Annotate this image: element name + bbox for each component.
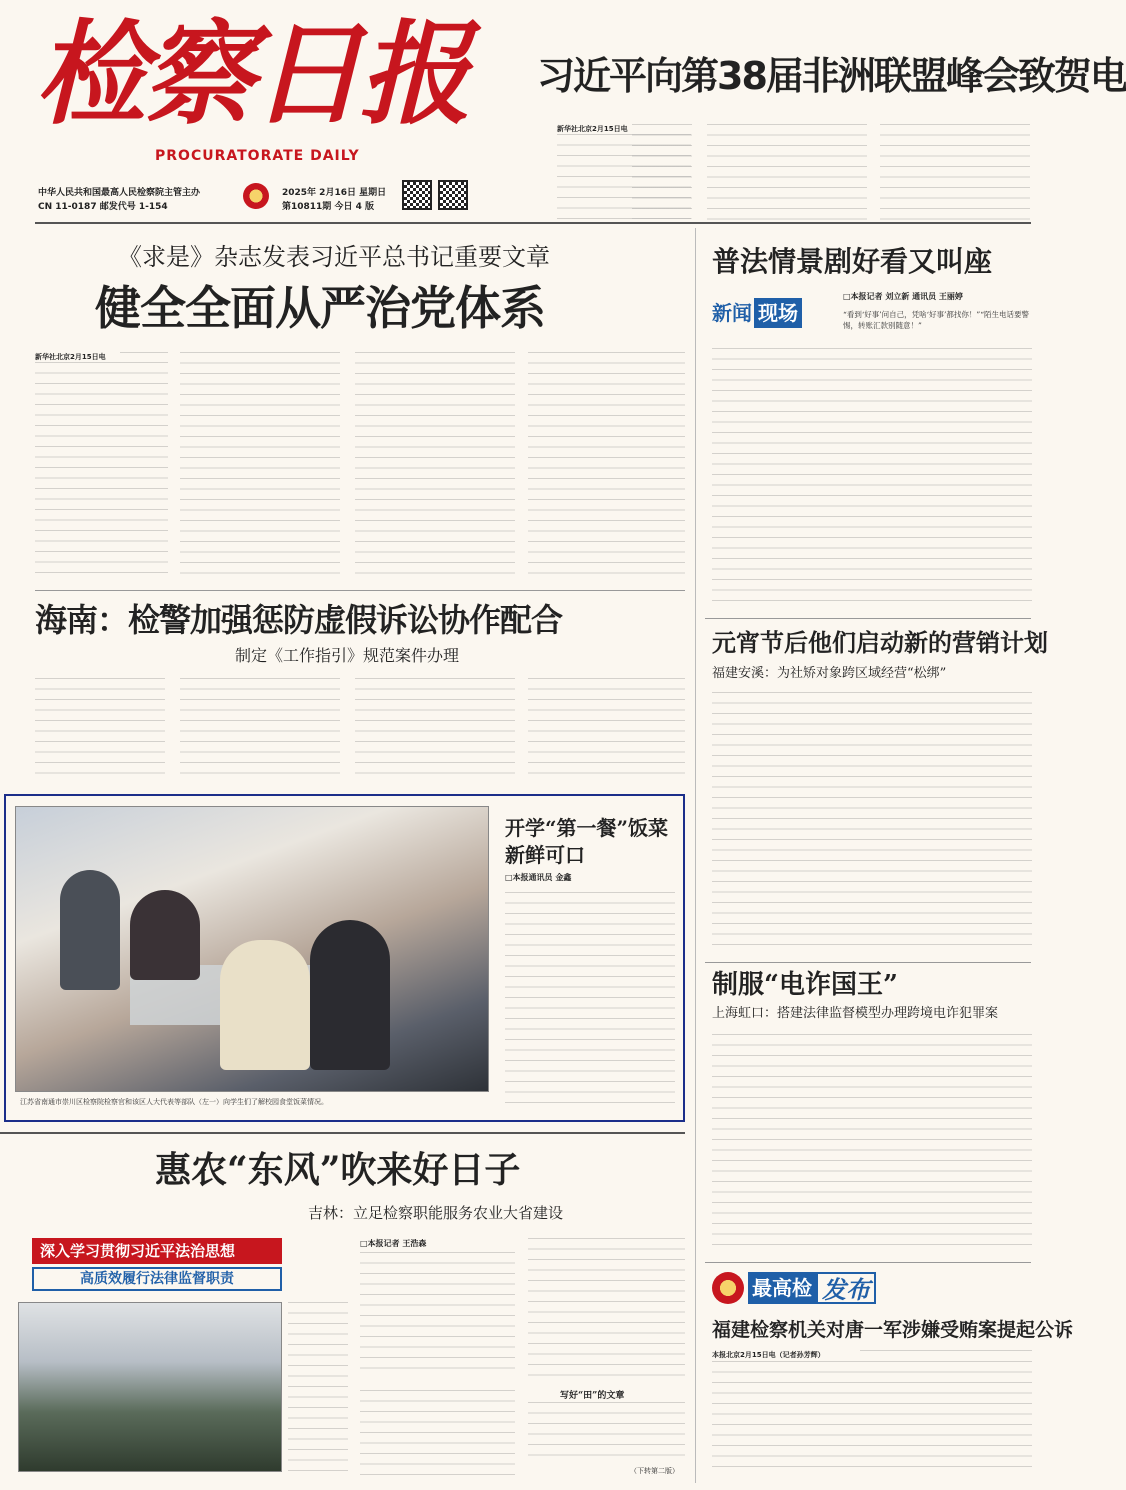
masthead-subtitle: PROCURATORATE DAILY: [155, 148, 360, 164]
right3-headline: 制服“电诈国王”: [712, 970, 898, 1000]
story3-byline: □本报通讯员 金鑫: [505, 873, 572, 882]
right1-headline: 普法情景剧好看又叫座: [712, 245, 993, 278]
story4-banner2: 高质效履行法律监督职责: [32, 1267, 282, 1291]
cn-line: CN 11-0187 邮发代号 1-154: [38, 202, 168, 212]
supreme-emblem-icon: [712, 1272, 744, 1304]
sponsor-line: 中华人民共和国最高人民检察院主管主办: [38, 188, 201, 198]
story1-body: [35, 362, 168, 582]
story3-body: [505, 892, 675, 1112]
emblem-icon: [243, 183, 269, 209]
right1-body: [712, 348, 1032, 606]
photo-person: [310, 920, 390, 1070]
right2-headline: 元宵节后他们启动新的营销计划: [712, 628, 1048, 657]
supreme-badge-right: 发布: [816, 1272, 876, 1304]
story2-body: [528, 678, 685, 778]
top-story-body: [880, 124, 1030, 220]
top-lead: 新华社北京2月15日电: [557, 125, 628, 133]
masthead-title: 检察日报: [35, 9, 467, 140]
story2-body: [180, 678, 340, 778]
top-headline: 习近平向第38届非洲联盟峰会致贺电: [537, 54, 1126, 98]
right4-lead: 本报北京2月15日电（记者孙芳辉）: [712, 1351, 825, 1359]
story1-kicker: 《求是》杂志发表习近平总书记重要文章: [118, 243, 550, 271]
story4-headline: 惠农“东风”吹来好日子: [155, 1149, 521, 1191]
story4-sub: 吉林：立足检察职能服务农业大省建设: [308, 1204, 564, 1222]
news-badge-left: 新闻: [712, 301, 752, 325]
story2-headline: 海南：检警加强惩防虚假诉讼协作配合: [35, 601, 563, 639]
story1-body: [180, 352, 340, 582]
right1-quote: “看到‘好事’问自己，凭啥‘好事’都找你！”“陌生电话要警惕，转账汇款别随意！”: [843, 310, 1030, 330]
qr-code-icon: [402, 180, 432, 210]
story4-body: [528, 1402, 685, 1464]
story4-body: [360, 1390, 515, 1475]
right2-body: [712, 692, 1032, 954]
supreme-badge-left: 最高检: [748, 1272, 816, 1304]
story2-body: [35, 678, 165, 778]
right2-sub: 福建安溪：为社矫对象跨区域经营“松绑”: [712, 666, 947, 681]
issue-line: 第10811期 今日 4 版: [282, 202, 374, 212]
right3-body: [712, 1034, 1032, 1254]
story1-lead: 新华社北京2月15日电: [35, 353, 106, 361]
photo-person: [60, 870, 120, 990]
qr-code-icon: [438, 180, 468, 210]
top-story-body: [707, 124, 867, 220]
date-line: 2025年 2月16日 星期日: [282, 188, 387, 198]
top-story-body: [557, 134, 691, 220]
story4-box-title: 写好“田”的文章: [560, 1391, 625, 1401]
story4-body: [528, 1238, 685, 1378]
supreme-badge: [748, 1272, 876, 1304]
story4-byline: □本报记者 王浩森: [360, 1239, 427, 1248]
story4-photo-caption: [288, 1302, 348, 1472]
right1-byline: □本报记者 刘立新 通讯员 王丽婷: [843, 292, 963, 301]
right4-body: [712, 1361, 1032, 1476]
news-badge-right: 现场: [754, 298, 802, 328]
story2-body: [355, 678, 515, 778]
right4-headline: 福建检察机关对唐一军涉嫌受贿案提起公诉: [712, 1319, 1074, 1341]
right4-body: [860, 1350, 1032, 1360]
story1-body: [528, 352, 685, 582]
story4-photo: [18, 1302, 282, 1472]
story3-caption: 江苏省南通市崇川区检察院检察官和该区人大代表等部队（左一）向学生们了解校园食堂饭菜情况。: [20, 1098, 328, 1106]
story3-headline: 开学“第一餐”饭菜新鲜可口: [505, 816, 669, 867]
story2-sub: 制定《工作指引》规范案件办理: [235, 646, 460, 665]
right3-sub: 上海虹口：搭建法律监督模型办理跨境电诈犯罪案: [712, 1006, 999, 1021]
story4-body: [360, 1252, 515, 1377]
story1-headline: 健全全面从严治党体系: [95, 281, 545, 335]
story1-body: [120, 352, 168, 362]
story4-banner1: 深入学习贯彻习近平法治思想: [32, 1238, 282, 1264]
photo-person: [220, 940, 310, 1070]
news-badge: [710, 298, 802, 328]
photo-person: [130, 890, 200, 980]
story1-body: [355, 352, 515, 582]
story4-cont: （下转第二版）: [630, 1467, 679, 1475]
